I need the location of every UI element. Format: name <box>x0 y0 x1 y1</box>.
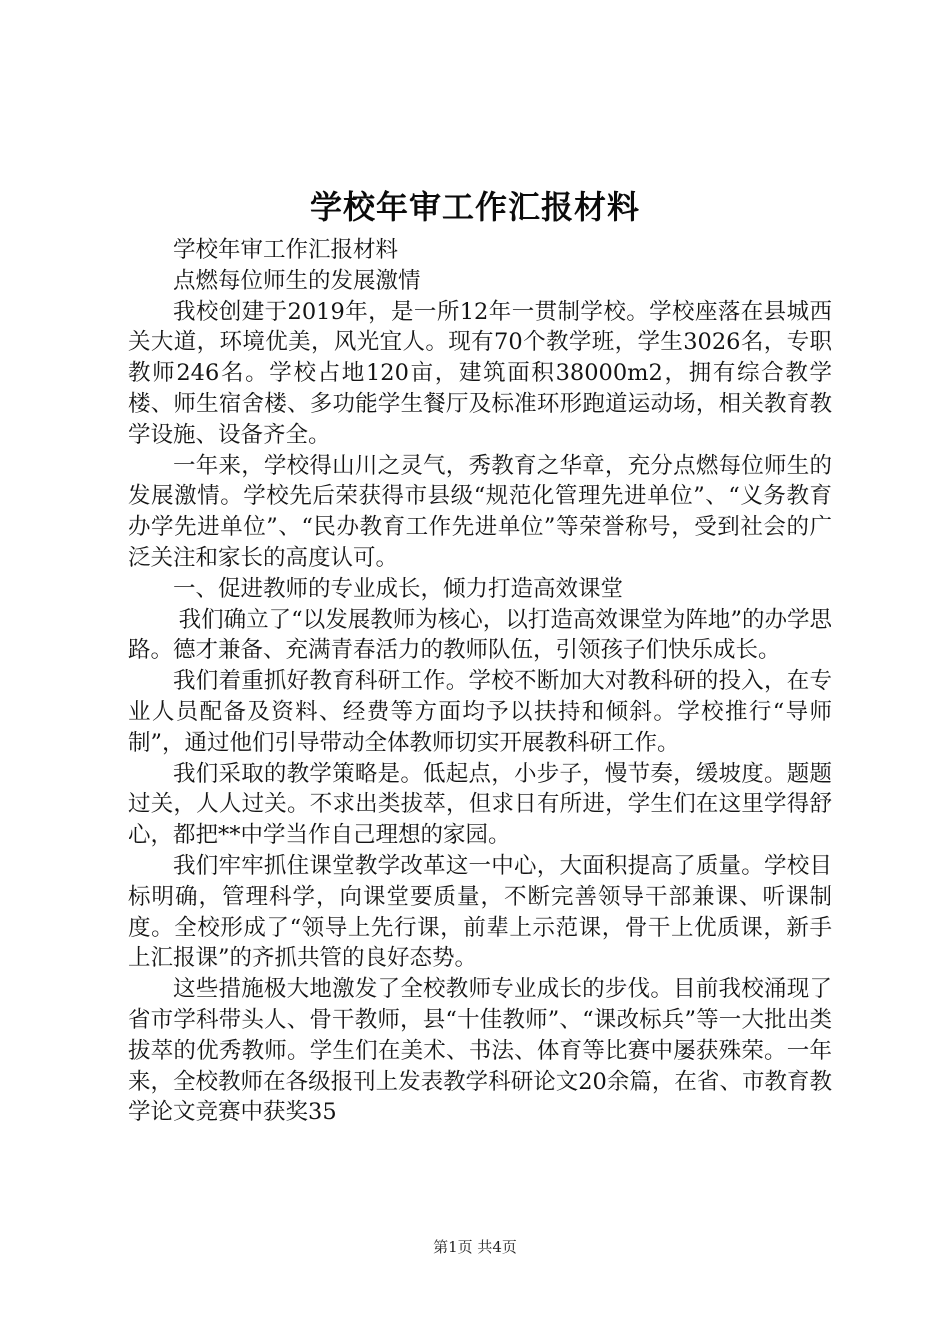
body-paragraph: 这些措施极大地激发了全校教师专业成长的步伐。目前我校涌现了省市学科带头人、骨干教师，县“十佳教师”、“课改标兵”等一大批出类拔萃的优秀教师。学生们在美术、书法、体育等比赛中屡获殊荣。一年来，全校教师在各级报刊上发表教学科研论文20余篇，在省、市教育教学论文竞赛中获奖35 <box>128 976 832 1126</box>
body-paragraph: 我们着重抓好教育科研工作。学校不断加大对教科研的投入，在专业人员配备及资料、经费等方面均予以扶持和倾斜。学校推行“导师制”，通过他们引导带动全体教师切实开展教科研工作。 <box>128 668 832 756</box>
subtitle-line: 点燃每位师生的发展激情 <box>173 267 421 294</box>
body-paragraph: 我们采取的教学策略是。低起点，小步子，慢节奏，缓坡度。题题过关，人人过关。不求出类拔萃，但求日有所进，学生们在这里学得舒心，都把**中学当作自己理想的家园。 <box>128 760 832 849</box>
document-title: 学校年审工作汇报材料 <box>309 188 640 226</box>
page-number-footer: 第1页 共4页 <box>433 1238 517 1256</box>
subtitle-line: 学校年审工作汇报材料 <box>173 237 399 263</box>
body-paragraph: 一年来，学校得山川之灵气，秀教育之华章，充分点燃每位师生的发展激情。学校先后荣获得市县级“规范化管理先进单位”、“义务教育办学先进单位”、“民办教育工作先进单位”等荣誉称号，受到社会的广泛关注和家长的高度认可。 <box>128 452 832 571</box>
body-paragraph: 我校创建于2019年，是一所12年一贯制学校。学校座落在县城西关大道，环境优美，风光宜人。现有70个教学班，学生3026名，专职教师246名。学校占地120亩，建筑面积38000m2，拥有综合教学楼、师生宿舍楼、多功能学生餐厅及标准环形跑道运动场，相关教育教学设施、设备齐全。 <box>128 298 832 448</box>
section-heading: 一、促进教师的专业成长，倾力打造高效课堂 <box>173 575 624 602</box>
body-paragraph: 我们牢牢抓住课堂教学改革这一中心，大面积提高了质量。学校目标明确，管理科学，向课堂要质量，不断完善领导干部兼课、听课制度。全校形成了“领导上先行课，前辈上示范课，骨干上优质课，新手上汇报课”的齐抓共管的良好态势。 <box>128 852 832 972</box>
body-paragraph: 我们确立了“以发展教师为核心，以打造高效课堂为阵地”的办学思路。德才兼备、充满青春活力的教师队伍，引领孩子们快乐成长。 <box>128 606 832 664</box>
document-body <box>128 235 832 1128</box>
